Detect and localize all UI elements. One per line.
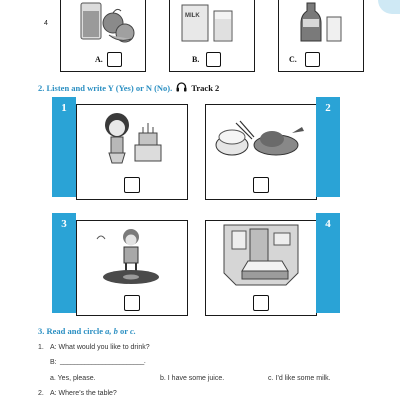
- panel-3: [76, 220, 188, 316]
- row4-option-b-checkbox[interactable]: [206, 52, 221, 67]
- panel-1-answer-box[interactable]: [124, 177, 140, 193]
- row4-option-a-checkbox[interactable]: [107, 52, 122, 67]
- row4-number: 4: [44, 20, 48, 27]
- milk-icon: [178, 1, 248, 45]
- soda-bottle-icon: [287, 1, 357, 45]
- girl-birthday-cake-icon: [91, 109, 171, 169]
- row4-option-b: [169, 0, 255, 72]
- panel-2-badge: 2: [316, 97, 340, 197]
- section3-title-options: a, b: [105, 326, 118, 336]
- row4-option-c-letter: C.: [289, 55, 297, 64]
- row4-option-a-letter: A.: [95, 55, 103, 64]
- question-1-blank[interactable]: ________________________.: [60, 358, 146, 365]
- section2-title: 2. Listen and write Y (Yes) or N (No). Track 2: [38, 83, 220, 93]
- panel-1: [76, 104, 188, 200]
- question-1-option-b[interactable]: b. I have some juice.: [160, 375, 225, 382]
- milk-carton-text: MILK: [185, 13, 200, 19]
- orange-juice-icon: [69, 1, 139, 45]
- boy-record-player-icon: [91, 225, 171, 287]
- panel-1-badge: 1: [52, 97, 76, 197]
- panel-3-badge: 3: [52, 213, 76, 313]
- section3-title: 3. Read and circle a, b or c.: [38, 326, 136, 336]
- headphones-icon: [176, 82, 187, 92]
- row4-option-c: [278, 0, 364, 72]
- row4-option-a: [60, 0, 146, 72]
- question-2-line-a: A: Where’s the table?: [50, 390, 117, 397]
- row4-option-b-letter: B.: [192, 55, 200, 64]
- panel-2-answer-box[interactable]: [253, 177, 269, 193]
- panel-2: [205, 104, 317, 200]
- row4-option-c-checkbox[interactable]: [305, 52, 320, 67]
- panel-3-answer-box[interactable]: [124, 295, 140, 311]
- section3-title-last: c.: [130, 326, 136, 336]
- corner-decoration: [378, 0, 400, 14]
- question-2-number: 2.: [38, 390, 44, 397]
- bedroom-icon: [218, 221, 304, 287]
- question-1-line-a: A: What would you like to drink?: [50, 344, 150, 351]
- section3-title-or: or: [120, 326, 128, 336]
- question-1-line-b: B:: [50, 359, 57, 366]
- panel-4-badge: 4: [316, 213, 340, 313]
- question-1-number: 1.: [38, 344, 44, 351]
- rice-chicken-icon: [212, 117, 310, 161]
- panel-4: [205, 220, 317, 316]
- panel-4-answer-box[interactable]: [253, 295, 269, 311]
- question-1-option-a[interactable]: a. Yes, please.: [50, 375, 96, 382]
- question-1-option-c[interactable]: c. I’d like some milk.: [268, 375, 331, 382]
